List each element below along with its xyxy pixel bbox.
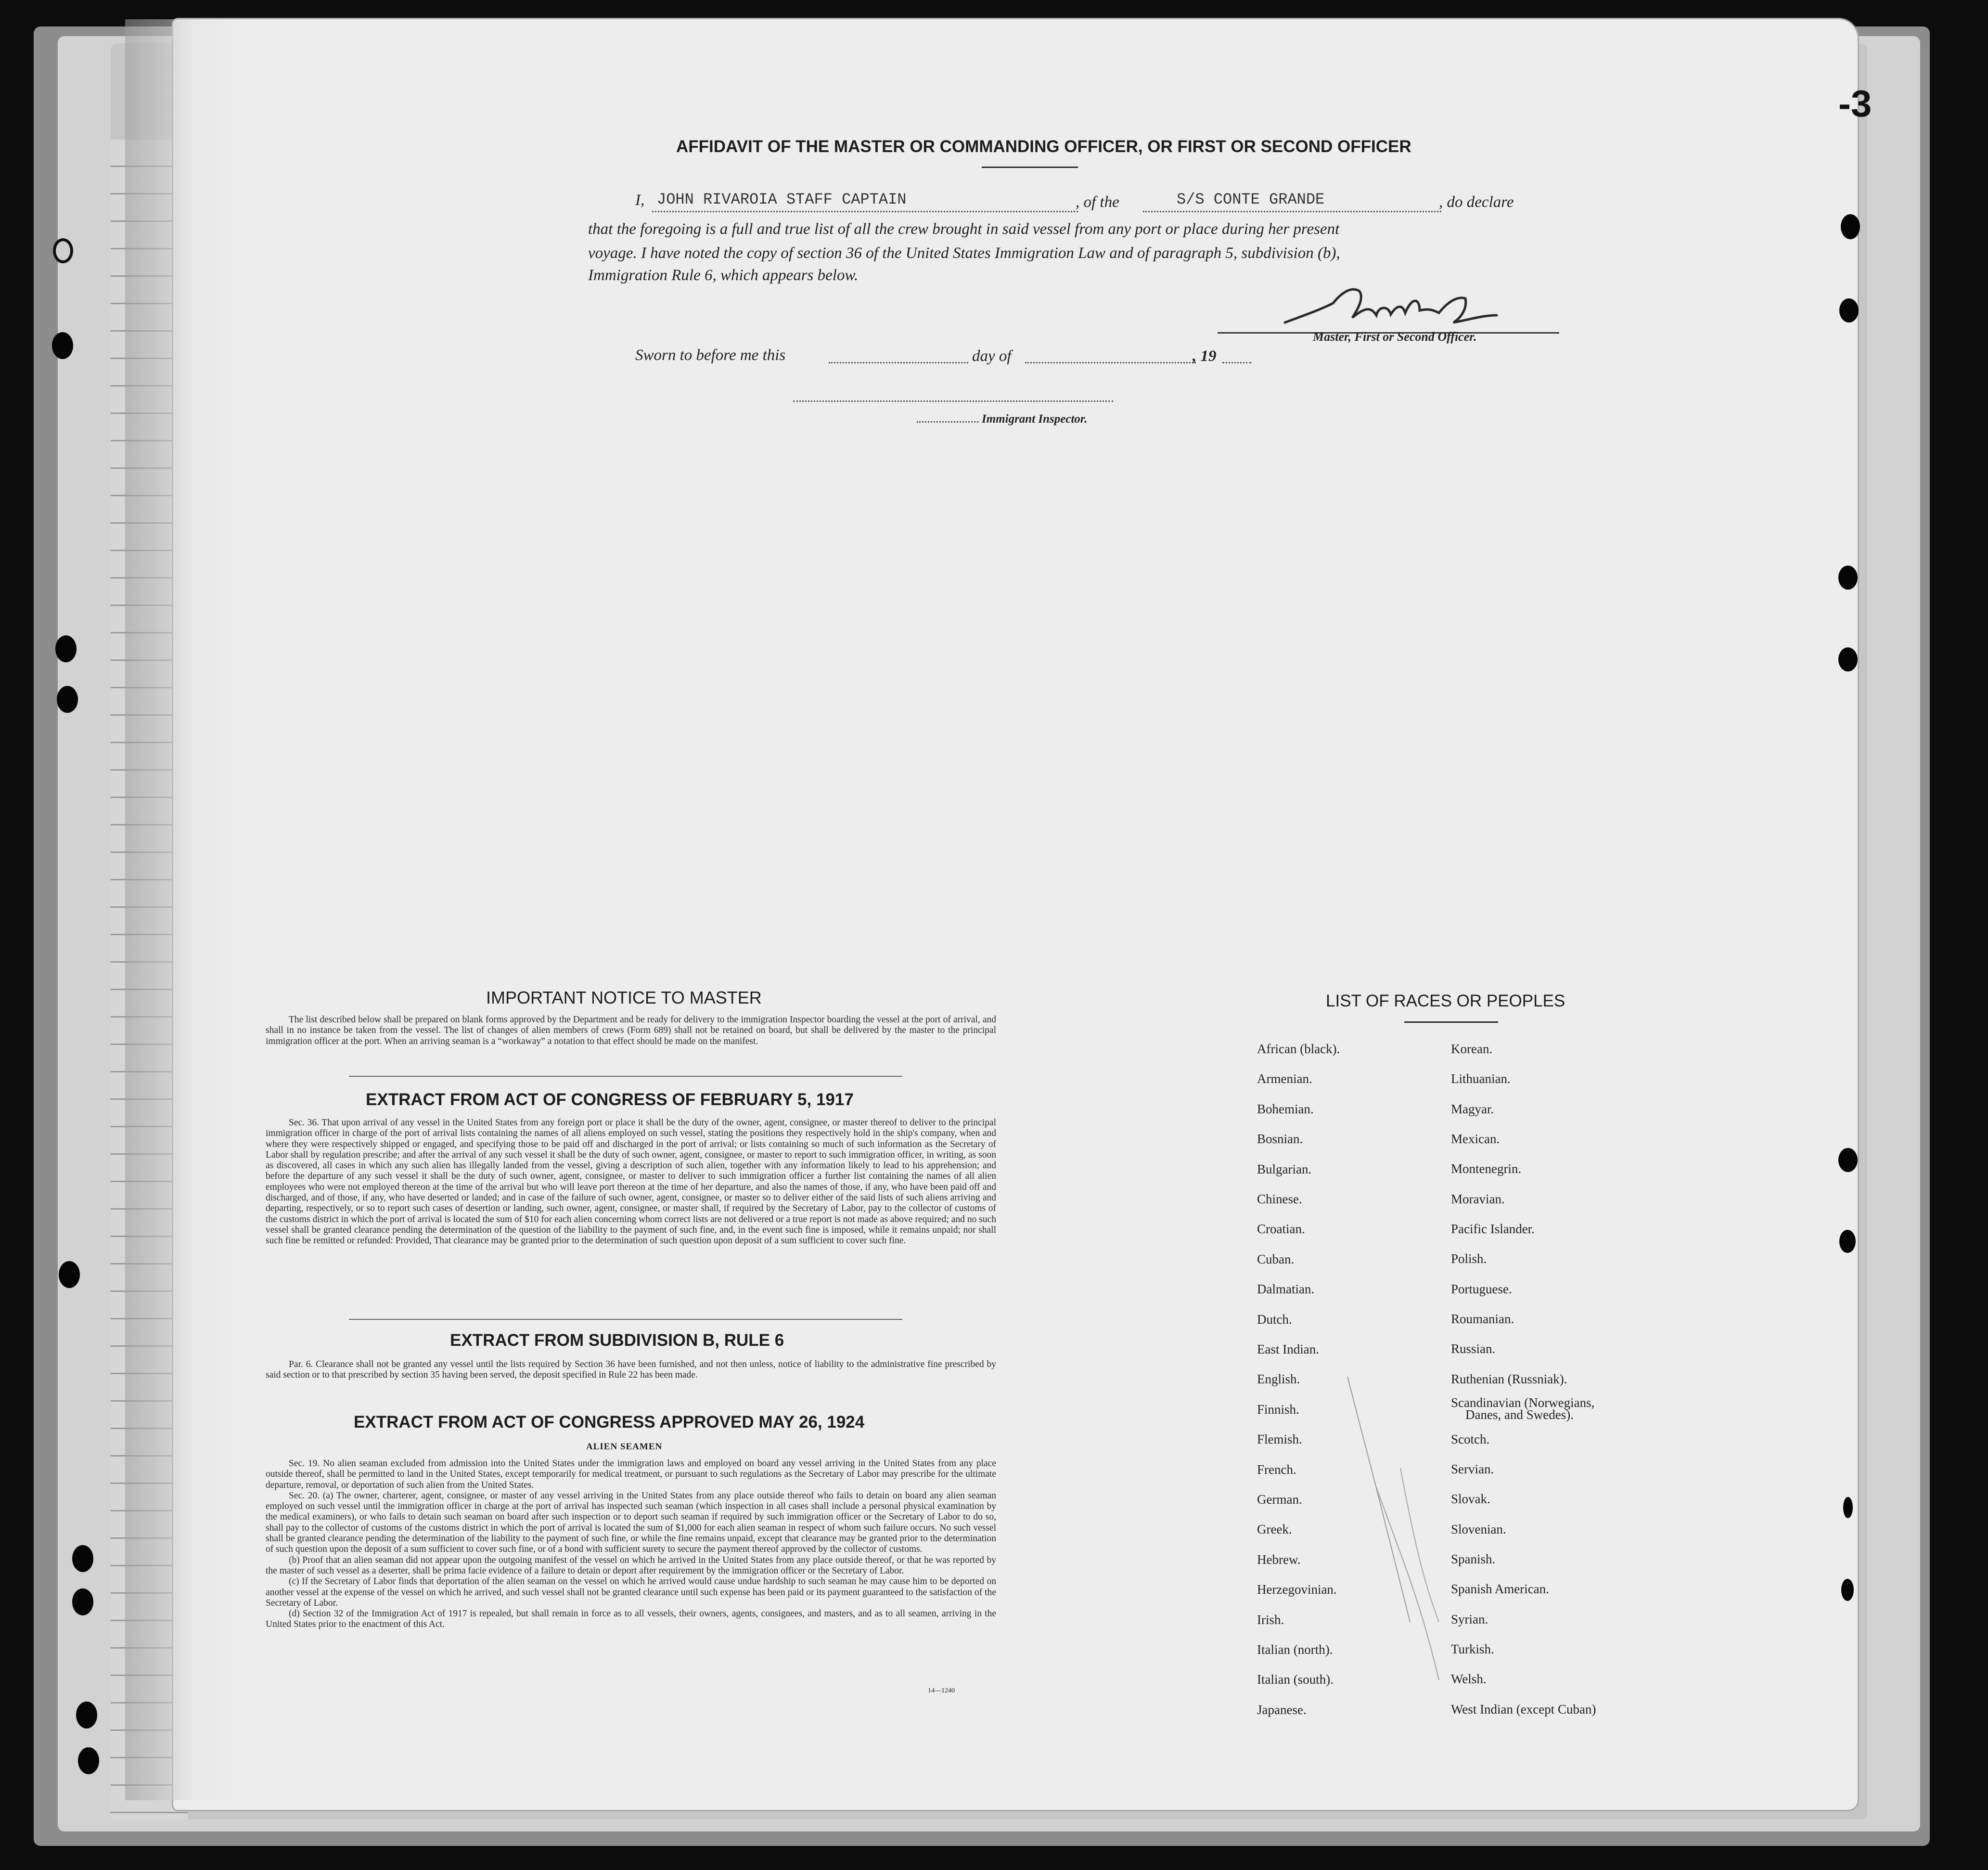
- section-20d-paragraph: (d) Section 32 of the Immigration Act of 1917 is repealed, but shall remain in force as to all vessels, their owners, agents, consignees, and masters, and as to all seamen, arriving in the United States prior to the enactment of this Act.: [266, 1609, 996, 1630]
- title-divider: [982, 167, 1078, 168]
- binder-hole: [78, 1747, 99, 1774]
- affidavit-line-4: Immigration Rule 6, which appears below.: [588, 267, 859, 284]
- race-item: Italian (south).: [1257, 1672, 1334, 1687]
- section-20a-paragraph: Sec. 20. (a) The owner, charterer, agent, consignee, or master of any vessel arriving in the United States from any place outside thereof who fails to detain on board any alien seaman employed on such vessel until the immigration officer in charge at the port of arrival has inspected such seaman (which inspection in all cases shall include a personal physical examination by the medical examiners), or who fails to detain such seaman on board after such inspection or to deport such seaman if required by such immigration officer or the Secretary of Labor to do so, shall pay to the collector of customs of the customs district in which the port of arrival is located the sum of $1,000 for each alien seaman in respect of whom such failure occurs. No such vessel shall be granted clearance pending the determination of the liability to the payment of such fine, or while the fine remains unpaid, except that clearance may be granted prior to the determination of such question upon the deposit of a sum sufficient to cover such fine, or of a bond with sufficient surety to secure the payment thereof approved by the collector of customs.: [266, 1490, 996, 1555]
- day-of-label: day of: [972, 348, 1012, 365]
- race-item: Moravian.: [1451, 1192, 1505, 1206]
- race-item: Spanish American.: [1451, 1582, 1549, 1596]
- race-item: Japanese.: [1257, 1702, 1307, 1717]
- race-item: Armenian.: [1257, 1071, 1312, 1086]
- section-divider: [349, 1076, 902, 1077]
- page-fold-shadow: [125, 19, 241, 1800]
- vessel-name: S/S CONTE GRANDE: [1177, 191, 1325, 208]
- vessel-line: [1143, 211, 1441, 212]
- alien-seamen-subtitle: ALIEN SEAMEN: [586, 1442, 663, 1452]
- extract-1924-title: EXTRACT FROM ACT OF CONGRESS APPROVED MAY 26, 1924: [354, 1413, 865, 1432]
- races-title: LIST OF RACES OR PEOPLES: [1326, 992, 1565, 1010]
- punch-hole: [1843, 1497, 1853, 1518]
- race-item: Chinese.: [1257, 1192, 1302, 1206]
- binder-hole: [76, 1702, 97, 1728]
- race-item: Servian.: [1451, 1462, 1494, 1476]
- race-item: Korean.: [1451, 1042, 1493, 1056]
- race-item: Spanish.: [1451, 1552, 1496, 1566]
- sworn-label: Sworn to before me this: [635, 347, 786, 364]
- sworn-month-line: [1025, 362, 1196, 363]
- race-item: Bohemian.: [1257, 1101, 1314, 1116]
- race-item: Syrian.: [1451, 1612, 1488, 1626]
- extract-1924-text: [266, 1458, 996, 1630]
- race-item: Dutch.: [1257, 1312, 1292, 1327]
- race-item: Hebrew.: [1257, 1552, 1301, 1567]
- affidavit-prefix: I,: [635, 192, 645, 209]
- punch-hole: [1838, 647, 1858, 671]
- race-item: Finnish.: [1257, 1402, 1299, 1417]
- section-20c-paragraph: (c) If the Secretary of Labor finds that deportation of the alien seaman on the vessel on which he arrived would cause undue hardship to such seaman he may cause him to be deported on another vessel at the expense of the vessel on which he arrived, and such vessel shall not be granted clearance until such expense has been paid or its payment guaranteed to the satisfaction of the Secretary of Labor.: [266, 1576, 996, 1608]
- race-item: German.: [1257, 1492, 1302, 1507]
- binder-hole: [55, 635, 77, 662]
- signature-caption: Master, First or Second Officer.: [1313, 330, 1477, 344]
- race-item: West Indian (except Cuban): [1451, 1702, 1596, 1716]
- race-item: Polish.: [1451, 1251, 1487, 1266]
- section-divider: [349, 1319, 902, 1320]
- race-item: East Indian.: [1257, 1342, 1319, 1356]
- race-item: Mexican.: [1451, 1132, 1500, 1146]
- punch-hole: [1838, 1148, 1858, 1172]
- race-item: Welsh.: [1451, 1672, 1487, 1686]
- binder-hole: [72, 1545, 93, 1572]
- race-item: Magyar.: [1451, 1102, 1494, 1116]
- section-20b-paragraph: (b) Proof that an alien seaman did not appear upon the outgoing manifest of the vessel on which he arrived in the United States from any place outside thereof, or that he was reported by the master of such vessel as a deserter, shall be prima facie evidence of a failure to detain or deport after requirement by the immigration officer or the Secretary of Labor.: [266, 1555, 996, 1576]
- race-item: Roumanian.: [1451, 1312, 1514, 1326]
- race-item: Bulgarian.: [1257, 1161, 1312, 1176]
- affidavit-line-2: that the foregoing is a full and true list of all the crew brought in said vessel from any port or place during her present: [588, 220, 1340, 238]
- do-declare-label: , do declare: [1439, 193, 1514, 211]
- binder-hole: [57, 686, 78, 713]
- affidavit-line-3: voyage. I have noted the copy of section 36 of the United States Immigration Law and of paragraph 5, subdivision (b),: [588, 245, 1340, 262]
- race-item: Slovenian.: [1451, 1522, 1506, 1536]
- punch-hole: [1841, 1579, 1854, 1601]
- punch-hole: [1839, 298, 1859, 322]
- affidavit-title: AFFIDAVIT OF THE MASTER OR COMMANDING OFFICER, OR FIRST OR SECOND OFFICER: [676, 137, 1411, 156]
- race-item: Turkish.: [1451, 1642, 1494, 1656]
- extract-rule6-paragraph: Par. 6. Clearance shall not be granted any vessel until the lists required by Section 36 have been furnished, and not then unless, notice of liability to the administrative fine prescribed by said section or to that prescribed by section 35 having been served, the deposit specified in Rule 22 has been made.: [266, 1359, 996, 1380]
- extract-rule6-title: EXTRACT FROM SUBDIVISION B, RULE 6: [450, 1331, 784, 1350]
- race-item: Greek.: [1257, 1522, 1292, 1537]
- race-item: Slovak.: [1451, 1492, 1490, 1506]
- race-item: Italian (north).: [1257, 1642, 1333, 1657]
- extract-1917-title: EXTRACT FROM ACT OF CONGRESS OF FEBRUARY 5, 1917: [366, 1090, 854, 1109]
- race-item: Herzegovinian.: [1257, 1582, 1337, 1597]
- inspector-caption: Immigrant Inspector.: [982, 413, 1088, 426]
- race-item: Russian.: [1451, 1341, 1496, 1356]
- sworn-day-line: [829, 362, 968, 363]
- race-item: Pacific Islander.: [1451, 1222, 1535, 1236]
- notice-paragraph: The list described below shall be prepared on blank forms approved by the Department and be ready for delivery to the immigration Inspector boarding the vessel at the port of arrival, and shall in no instance be taken from the vessel. The list of changes of alien members of crews (Form 689) shall not be retained on board, but shall be delivered by the master to the principal immigration officer at the port. When an arriving seaman is a “workaway” a notation to that effect should be made on the manifest.: [266, 1015, 996, 1046]
- year-label: , 19: [1193, 348, 1217, 365]
- race-item: Bosnian.: [1257, 1132, 1303, 1147]
- binder-hole: [72, 1588, 93, 1615]
- race-item: Scotch.: [1451, 1432, 1490, 1446]
- race-item: Croatian.: [1257, 1222, 1305, 1237]
- race-item: African (black).: [1257, 1042, 1340, 1056]
- page-number: -3: [1838, 82, 1872, 125]
- race-item: Portuguese.: [1451, 1282, 1512, 1296]
- pencil-marks: [1343, 1372, 1463, 1689]
- race-item: Ruthenian (Russniak).: [1451, 1372, 1567, 1386]
- race-item: Cuban.: [1257, 1251, 1295, 1266]
- sworn-year-line: [1222, 362, 1251, 363]
- inspector-signature-line: [793, 400, 1113, 402]
- officer-name: JOHN RIVAROIA STAFF CAPTAIN: [657, 191, 907, 208]
- race-item: Irish.: [1257, 1612, 1284, 1627]
- race-item: Dalmatian.: [1257, 1282, 1315, 1297]
- race-item: Danes, and Swedes).: [1465, 1407, 1574, 1422]
- race-item: Scandinavian (Norwegians,: [1451, 1395, 1595, 1410]
- punch-hole: [1838, 566, 1858, 590]
- extract-rule6-text: [266, 1359, 996, 1381]
- race-item: Flemish.: [1257, 1432, 1302, 1447]
- form-number: 14—1240: [928, 1687, 955, 1694]
- officer-name-line: [652, 211, 1078, 212]
- binder-hole-ring: [53, 238, 73, 263]
- binder-hole: [59, 1261, 80, 1288]
- section-19-paragraph: Sec. 19. No alien seaman excluded from admission into the United States under the immigration laws and employed on board any vessel arriving in the United States from any place outside thereof, shall be permitted to land in the United States, except temporarily for medical treatment, or pursuant to such regulations as the Secretary of Labor may prescribe for the ultimate departure, removal, or deportation of such alien from the United States.: [266, 1458, 996, 1490]
- of-the-label: , of the: [1076, 193, 1119, 211]
- races-divider: [1404, 1021, 1498, 1023]
- race-item: English.: [1257, 1372, 1300, 1387]
- notice-text: [266, 1015, 996, 1047]
- extract-1917-text: [266, 1118, 996, 1247]
- punch-hole: [1841, 214, 1860, 239]
- race-item: Lithuanian.: [1451, 1071, 1511, 1086]
- inspector-name-line: [917, 421, 978, 423]
- race-item: French.: [1257, 1462, 1296, 1477]
- punch-hole: [1839, 1230, 1856, 1253]
- binder-hole: [52, 332, 73, 359]
- race-item: Montenegrin.: [1451, 1161, 1522, 1176]
- extract-1917-paragraph: Sec. 36. That upon arrival of any vessel in the United States from any foreign port or place it shall be the duty of the owner, agent, consignee, or master thereof to deliver to the principal immigration officer in charge of the port of arrival lists containing the names of all aliens employed on such vessel, stating the positions they respectively hold in the ship's company, when and where they were respectively shipped or engaged, and specifying those to be paid off and discharged in the port of arrival; or lists containing so much of such information as the Secretary of Labor shall by regulation prescribe; and after the arrival of any such vessel it shall be the duty of such owner, agent, consignee, or master to report to such immigration officer, in writing, as soon as discovered, all cases in which any such alien has illegally landed from the vessel, giving a description of such alien, together with any information likely to lead to his apprehension; and before the departure of any such vessel it shall be the duty of such owner, agent, consignee, or master to deliver to such immigration officer a further list containing the names of all alien employees who were not employed thereon at the time of the arrival but who will leave port thereon at the time of her departure, and also the names of those, if any, who have been paid off and discharged, and of those, if any, who have deserted or landed; and in case of the failure of such owner, agent, consignee, or master so to deliver either of the said lists of such aliens arriving and departing, respectively, or so to report such cases of desertion or landing, such owner, agent, consignee, or master shall, if required by the Secretary of Labor, pay to the collector of customs of the customs district in which the port of arrival is located the sum of $10 for each alien concerning whom correct lists are not delivered or a true report is not made as above required; and no such vessel shall be granted clearance pending the determination of the question of the liability to the payment of such fine, and, in the event such fine is imposed, while it remains unpaid; nor shall such fine be remitted or refunded: Provided, That clearance may be granted prior to the determination of such question upon deposit of a sum sufficient to cover such fine.: [266, 1118, 996, 1246]
- notice-title: IMPORTANT NOTICE TO MASTER: [486, 988, 762, 1007]
